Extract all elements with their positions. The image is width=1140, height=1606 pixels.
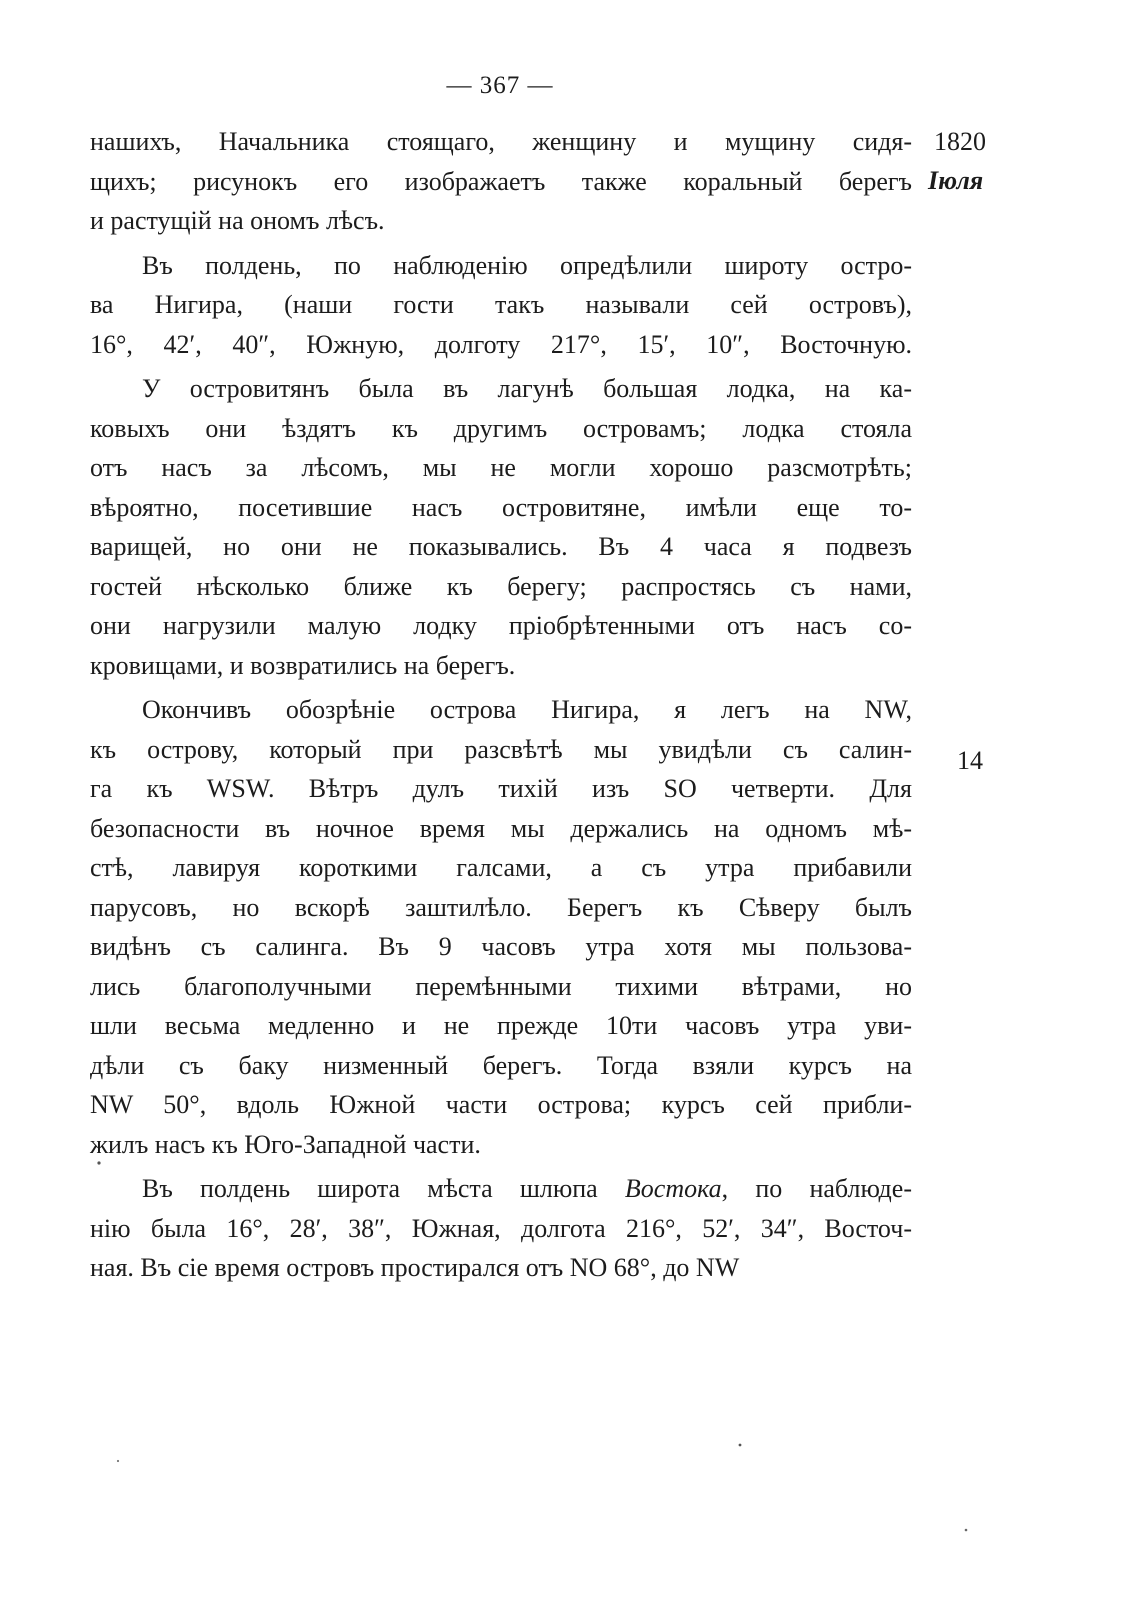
margin-note-day: 14 bbox=[957, 746, 983, 775]
text-line: варищей, но они не показывались. Въ 4 часа я подвезъ bbox=[90, 532, 912, 561]
text-line: стѣ, лавируя короткими галсами, а съ утра прибавили bbox=[90, 853, 912, 882]
margin-note-month: Іюля bbox=[928, 166, 984, 195]
text-line: безопасности въ ночное время мы держались на одномъ мѣ- bbox=[90, 813, 912, 843]
ship-name: Востока bbox=[624, 1174, 722, 1203]
text-line: видѣнъ съ салинга. Въ 9 часовъ утра хотя мы пользова- bbox=[90, 932, 912, 961]
text-line: гостей нѣсколько ближе къ берегу; распростясь съ нами, bbox=[90, 571, 912, 601]
text-line: дѣли съ баку низменный берегъ. Тогда взяли курсъ на bbox=[90, 1050, 912, 1080]
page-number: — 367 — bbox=[446, 72, 554, 99]
text-line: шли весьма медленно и не прежде 10ти часовъ утра уви- bbox=[90, 1011, 912, 1040]
text-segment: , по наблюде- bbox=[721, 1174, 912, 1203]
text-line: га къ WSW. Вѣтръ дулъ тихій изъ SO четверти. Для bbox=[90, 774, 912, 803]
text-line: кровищами, и возвратились на берегъ. bbox=[90, 650, 516, 680]
text-line: къ острову, который при разсвѣтѣ мы увидѣли съ салин- bbox=[90, 734, 912, 764]
margin-note-year: 1820 bbox=[934, 127, 986, 156]
text-line: отъ насъ за лѣсомъ, мы не могли хорошо разсмотрѣть; bbox=[90, 453, 912, 482]
text-line: NW 50°, вдоль Южной части острова; курсъ сей прибли- bbox=[90, 1090, 912, 1119]
text-line: парусовъ, но вскорѣ заштилѣло. Берегъ къ Сѣверу былъ bbox=[90, 892, 912, 922]
text-line: 16°, 42′, 40″, Южную, долготу 217°, 15′, 10″, Восточную. bbox=[90, 329, 912, 359]
text-segment: Въ полдень широта мѣста шлюпа bbox=[142, 1174, 625, 1203]
text-line: ковыхъ они ѣздятъ къ другимъ островамъ; лодка стояла bbox=[90, 413, 912, 443]
text-line: лись благополучными перемѣнными тихими вѣтрами, но bbox=[90, 971, 912, 1001]
text-line: они нагрузили малую лодку пріобрѣтенными отъ насъ со- bbox=[90, 611, 912, 640]
text-line: и растущій на ономъ лѣсъ. bbox=[90, 206, 385, 235]
text-line: щихъ; рисунокъ его изображаетъ также коральный берегъ bbox=[90, 166, 912, 196]
text-line: вѣроятно, посетившие насъ островитяне, имѣли еще то- bbox=[90, 492, 912, 522]
text-line: ная. Въ сіе время островъ простирался отъ NO 68°, до NW bbox=[90, 1253, 740, 1282]
text-line: У островитянъ была въ лагунѣ большая лодка, на ка- bbox=[142, 374, 912, 403]
text-line: нашихъ, Начальника стоящаго, женщину и мущину сидя- bbox=[90, 127, 912, 156]
text-line: жилъ насъ къ Юго-Западной части. bbox=[90, 1129, 481, 1159]
text-line: нію была 16°, 28′, 38″, Южная, долгота 216°, 52′, 34″, Восточ- bbox=[90, 1213, 912, 1243]
text-line: Окончивъ обозрѣніе острова Нигира, я легъ на NW, bbox=[142, 695, 912, 724]
text-line: Въ полдень, по наблюденію опредѣлили широту остро- bbox=[142, 250, 912, 280]
text-line: ва Нигира, (наши гости такъ называли сей островъ), bbox=[90, 290, 912, 319]
